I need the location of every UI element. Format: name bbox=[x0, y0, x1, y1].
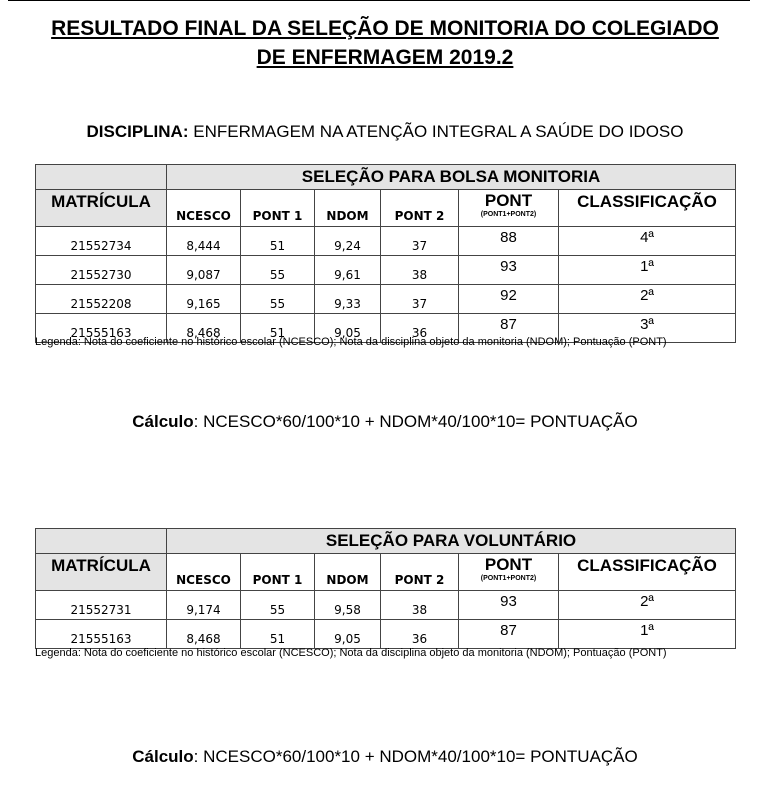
calc-label: Cálculo bbox=[132, 412, 194, 431]
col-pont bbox=[459, 554, 559, 591]
top-rule bbox=[8, 0, 750, 1]
header-blank bbox=[36, 529, 167, 554]
cell-ncesco: 9,165 bbox=[167, 285, 241, 314]
table-row bbox=[36, 227, 736, 256]
cell-ndom: 9,58 bbox=[315, 591, 381, 620]
col-pont1: PONT 1 bbox=[241, 554, 315, 591]
cell-ndom: 9,33 bbox=[315, 285, 381, 314]
cell-pont: 88 bbox=[459, 227, 559, 256]
cell-classificacao: 2ª bbox=[559, 591, 736, 620]
table-heading: SELEÇÃO PARA VOLUNTÁRIO bbox=[167, 529, 736, 554]
cell-pont1: 51 bbox=[241, 314, 315, 343]
cell-pont: 87 bbox=[459, 314, 559, 343]
col-ncesco: NCESCO bbox=[167, 190, 241, 227]
col-ndom: NDOM bbox=[315, 554, 381, 591]
cell-pont2: 37 bbox=[381, 285, 459, 314]
cell-ndom: 9,05 bbox=[315, 620, 381, 649]
cell-matricula: 21555163 bbox=[36, 620, 167, 649]
cell-classificacao: 3ª bbox=[559, 314, 736, 343]
cell-pont: 92 bbox=[459, 285, 559, 314]
cell-ncesco: 8,468 bbox=[167, 620, 241, 649]
table-heading: SELEÇÃO PARA BOLSA MONITORIA bbox=[167, 165, 736, 190]
table-row bbox=[36, 256, 736, 285]
col-pont1: PONT 1 bbox=[241, 190, 315, 227]
cell-pont2: 38 bbox=[381, 256, 459, 285]
cell-ncesco: 9,174 bbox=[167, 591, 241, 620]
cell-ncesco: 8,444 bbox=[167, 227, 241, 256]
calc-label: Cálculo bbox=[132, 747, 194, 766]
table-row bbox=[36, 620, 736, 649]
col-matricula: MATRÍCULA bbox=[36, 190, 167, 227]
col-pont-label: PONT bbox=[484, 555, 533, 574]
cell-pont1: 51 bbox=[241, 227, 315, 256]
cell-pont2: 36 bbox=[381, 314, 459, 343]
col-pont bbox=[459, 190, 559, 227]
col-pont-label: PONT bbox=[484, 191, 533, 210]
cell-matricula: 21555163 bbox=[36, 314, 167, 343]
document-title bbox=[0, 14, 760, 72]
col-pont2: PONT 2 bbox=[381, 190, 459, 227]
cell-pont: 93 bbox=[459, 591, 559, 620]
cell-pont: 87 bbox=[459, 620, 559, 649]
table-row bbox=[36, 591, 736, 620]
legend-text: Legenda: Nota do coeficiente no histórico escolar (NCESCO); Nota da disciplina objeto da monitoria (NDOM); Pontuação (PONT) bbox=[35, 647, 667, 659]
col-pont2: PONT 2 bbox=[381, 554, 459, 591]
voluntario-table bbox=[35, 528, 736, 649]
calc-line bbox=[0, 747, 760, 767]
bolsa-table bbox=[35, 164, 736, 343]
cell-pont1: 51 bbox=[241, 620, 315, 649]
cell-pont2: 38 bbox=[381, 591, 459, 620]
calc-formula: : NCESCO*60/100*10 + NDOM*40/100*10= PONTUAÇÃO bbox=[193, 747, 638, 766]
discipline-line bbox=[0, 122, 760, 142]
cell-ndom: 9,05 bbox=[315, 314, 381, 343]
cell-pont2: 36 bbox=[381, 620, 459, 649]
cell-matricula: 21552208 bbox=[36, 285, 167, 314]
cell-pont1: 55 bbox=[241, 285, 315, 314]
legend-text: Legenda: Nota do coeficiente no histórico escolar (NCESCO); Nota da disciplina objeto da monitoria (NDOM); Pontuação (PONT) bbox=[35, 336, 667, 348]
col-pont-sub: (PONT1+PONT2) bbox=[480, 575, 537, 582]
cell-pont2: 37 bbox=[381, 227, 459, 256]
discipline-value: ENFERMAGEM NA ATENÇÃO INTEGRAL A SAÚDE DO IDOSO bbox=[193, 122, 684, 141]
cell-classificacao: 1ª bbox=[559, 256, 736, 285]
cell-matricula: 21552730 bbox=[36, 256, 167, 285]
cell-matricula: 21552731 bbox=[36, 591, 167, 620]
title-line-2: DE ENFERMAGEM 2019.2 bbox=[256, 46, 514, 69]
cell-ndom: 9,24 bbox=[315, 227, 381, 256]
col-matricula: MATRÍCULA bbox=[36, 554, 167, 591]
cell-classificacao: 1ª bbox=[559, 620, 736, 649]
col-ncesco: NCESCO bbox=[167, 554, 241, 591]
col-pont-sub: (PONT1+PONT2) bbox=[480, 211, 537, 218]
discipline-label: DISCIPLINA: bbox=[86, 122, 189, 141]
cell-classificacao: 4ª bbox=[559, 227, 736, 256]
cell-pont1: 55 bbox=[241, 591, 315, 620]
cell-ndom: 9,61 bbox=[315, 256, 381, 285]
cell-matricula: 21552734 bbox=[36, 227, 167, 256]
cell-pont1: 55 bbox=[241, 256, 315, 285]
header-blank bbox=[36, 165, 167, 190]
cell-pont: 93 bbox=[459, 256, 559, 285]
col-ndom: NDOM bbox=[315, 190, 381, 227]
col-classificacao: CLASSIFICAÇÃO bbox=[559, 190, 736, 227]
calc-line bbox=[0, 412, 760, 432]
cell-ncesco: 9,087 bbox=[167, 256, 241, 285]
table-row bbox=[36, 285, 736, 314]
calc-formula: : NCESCO*60/100*10 + NDOM*40/100*10= PONTUAÇÃO bbox=[193, 412, 638, 431]
cell-classificacao: 2ª bbox=[559, 285, 736, 314]
title-line-1: RESULTADO FINAL DA SELEÇÃO DE MONITORIA DO COLEGIADO bbox=[51, 17, 719, 40]
cell-ncesco: 8,468 bbox=[167, 314, 241, 343]
col-classificacao: CLASSIFICAÇÃO bbox=[559, 554, 736, 591]
